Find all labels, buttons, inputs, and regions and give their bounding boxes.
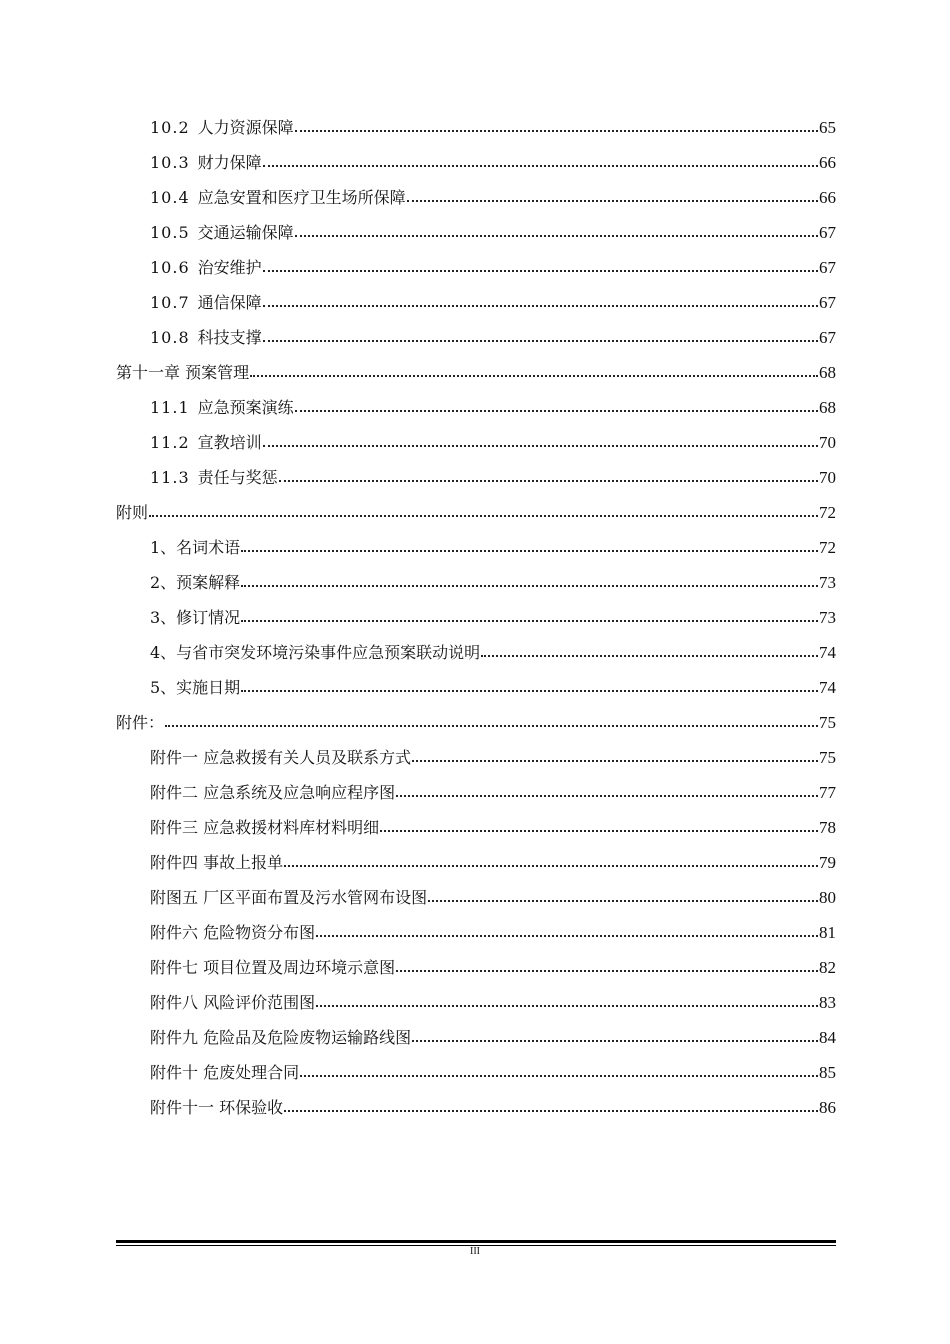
toc-entry-title: 1、名词术语 [150, 538, 241, 557]
toc-entry-number: 11.1 [150, 398, 190, 417]
toc-entry-title: 附件十一 环保验收 [150, 1098, 284, 1117]
toc-dot-leader [284, 1109, 818, 1112]
toc-entry-title: 人力资源保障 [197, 118, 294, 137]
toc-entry-number: 10.7 [150, 293, 190, 312]
toc-dot-leader [241, 549, 818, 552]
toc-entry-title: 附件一 应急救援有关人员及联系方式 [150, 748, 412, 767]
toc-entry[interactable] [116, 530, 836, 565]
toc-dot-leader [412, 1039, 818, 1042]
table-of-contents [116, 110, 836, 1125]
footer-page-number: III [470, 1246, 480, 1257]
toc-dot-leader [165, 724, 818, 727]
toc-entry-title: 附件九 危险品及危险废物运输路线图 [150, 1028, 412, 1047]
toc-dot-leader [149, 514, 818, 517]
toc-dot-leader [250, 374, 818, 377]
toc-entry-page: 68 [819, 363, 836, 382]
toc-dot-leader [263, 339, 818, 342]
toc-entry-title: 财力保障 [197, 153, 262, 172]
toc-entry-page: 82 [819, 958, 836, 977]
toc-entry[interactable] [116, 600, 836, 635]
toc-entry-number: 10.2 [150, 118, 190, 137]
toc-entry-page: 80 [819, 888, 836, 907]
toc-entry[interactable] [116, 845, 836, 880]
toc-entry-page: 73 [819, 608, 836, 627]
toc-entry-number: 10.3 [150, 153, 190, 172]
toc-dot-leader [263, 444, 818, 447]
toc-entry[interactable] [116, 565, 836, 600]
toc-dot-leader [316, 934, 818, 937]
toc-entry-page: 73 [819, 573, 836, 592]
toc-entry-page: 85 [819, 1063, 836, 1082]
toc-entry-number: 11.3 [150, 468, 190, 487]
toc-entry-page: 84 [819, 1028, 836, 1047]
toc-dot-leader [241, 619, 818, 622]
toc-entry-page: 67 [819, 223, 836, 242]
toc-dot-leader [295, 409, 818, 412]
footer-rule [116, 1240, 836, 1243]
toc-dot-leader [263, 164, 818, 167]
toc-entry-title: 应急安置和医疗卫生场所保障 [197, 188, 406, 207]
toc-entry[interactable] [116, 635, 836, 670]
toc-entry-title: 3、修订情况 [150, 608, 241, 627]
toc-entry-page: 66 [819, 153, 836, 172]
toc-entry-title: 附件六 危险物资分布图 [150, 923, 316, 942]
toc-entry[interactable] [116, 355, 836, 390]
toc-entry-page: 67 [819, 328, 836, 347]
toc-entry-title: 通信保障 [197, 293, 262, 312]
toc-entry-number: 10.4 [150, 188, 190, 207]
toc-entry[interactable] [116, 460, 836, 495]
toc-entry-title: 交通运输保障 [197, 223, 294, 242]
toc-entry[interactable] [116, 775, 836, 810]
toc-entry-page: 66 [819, 188, 836, 207]
toc-entry[interactable] [116, 495, 836, 530]
toc-entry[interactable] [116, 880, 836, 915]
toc-entry-page: 86 [819, 1098, 836, 1117]
toc-entry-page: 70 [819, 433, 836, 452]
toc-entry-page: 67 [819, 293, 836, 312]
toc-entry-page: 81 [819, 923, 836, 942]
toc-entry-title: 第十一章 预案管理 [116, 363, 250, 382]
toc-entry[interactable] [116, 985, 836, 1020]
toc-entry-page: 75 [819, 748, 836, 767]
toc-entry[interactable] [116, 670, 836, 705]
toc-entry[interactable] [116, 285, 836, 320]
toc-entry-title: 附则 [116, 503, 149, 522]
toc-entry-title: 附件四 事故上报单 [150, 853, 284, 872]
toc-entry-title: 附件八 风险评价范围图 [150, 993, 316, 1012]
toc-entry-title: 2、预案解释 [150, 573, 241, 592]
toc-entry[interactable] [116, 950, 836, 985]
toc-entry-title: 附件二 应急系统及应急响应程序图 [150, 783, 396, 802]
toc-dot-leader [428, 899, 818, 902]
toc-entry-title: 附件三 应急救援材料库材料明细 [150, 818, 380, 837]
toc-entry-title: 治安维护 [197, 258, 262, 277]
toc-dot-leader [300, 1074, 818, 1077]
toc-entry-number: 10.8 [150, 328, 190, 347]
toc-entry-number: 11.2 [150, 433, 190, 452]
toc-dot-leader [279, 479, 818, 482]
toc-dot-leader [396, 794, 818, 797]
toc-entry-page: 74 [819, 643, 836, 662]
toc-entry-title: 附图五 厂区平面布置及污水管网布设图 [150, 888, 428, 907]
toc-dot-leader [407, 199, 818, 202]
toc-entry-title: 附件七 项目位置及周边环境示意图 [150, 958, 396, 977]
toc-entry-title: 5、实施日期 [150, 678, 241, 697]
toc-dot-leader [412, 759, 818, 762]
toc-entry-title: 附件： [116, 713, 165, 732]
toc-entry-title: 科技支撑 [197, 328, 262, 347]
toc-entry[interactable] [116, 1055, 836, 1090]
toc-entry[interactable] [116, 215, 836, 250]
toc-entry[interactable] [116, 110, 836, 145]
toc-entry-number: 10.5 [150, 223, 190, 242]
toc-entry[interactable] [116, 425, 836, 460]
toc-entry-number: 10.6 [150, 258, 190, 277]
toc-dot-leader [295, 234, 818, 237]
toc-entry-page: 78 [819, 818, 836, 837]
toc-entry[interactable] [116, 180, 836, 215]
toc-entry-page: 83 [819, 993, 836, 1012]
toc-entry-page: 65 [819, 118, 836, 137]
toc-entry-page: 70 [819, 468, 836, 487]
toc-entry[interactable] [116, 740, 836, 775]
toc-entry-title: 应急预案演练 [197, 398, 294, 417]
toc-dot-leader [380, 829, 818, 832]
toc-entry-page: 74 [819, 678, 836, 697]
toc-entry[interactable] [116, 1020, 836, 1055]
toc-dot-leader [295, 129, 818, 132]
toc-entry[interactable] [116, 145, 836, 180]
toc-entry-page: 72 [819, 503, 836, 522]
toc-dot-leader [284, 864, 818, 867]
toc-dot-leader [263, 304, 818, 307]
toc-dot-leader [396, 969, 818, 972]
toc-entry[interactable] [116, 810, 836, 845]
toc-dot-leader [241, 689, 818, 692]
toc-dot-leader [316, 1004, 818, 1007]
toc-entry-page: 72 [819, 538, 836, 557]
toc-dot-leader [481, 654, 818, 657]
toc-entry-title: 责任与奖惩 [197, 468, 278, 487]
toc-entry[interactable] [116, 320, 836, 355]
toc-entry-page: 67 [819, 258, 836, 277]
toc-entry[interactable] [116, 390, 836, 425]
toc-entry[interactable] [116, 250, 836, 285]
toc-entry-title: 4、与省市突发环境污染事件应急预案联动说明 [150, 643, 481, 662]
toc-dot-leader [241, 584, 818, 587]
toc-entry-page: 79 [819, 853, 836, 872]
toc-entry[interactable] [116, 1090, 836, 1125]
toc-entry-title: 附件十 危废处理合同 [150, 1063, 300, 1082]
toc-entry-page: 77 [819, 783, 836, 802]
toc-dot-leader [263, 269, 818, 272]
toc-entry[interactable] [116, 705, 836, 740]
toc-entry-page: 75 [819, 713, 836, 732]
toc-entry[interactable] [116, 915, 836, 950]
toc-entry-title: 宣教培训 [197, 433, 262, 452]
toc-entry-page: 68 [819, 398, 836, 417]
